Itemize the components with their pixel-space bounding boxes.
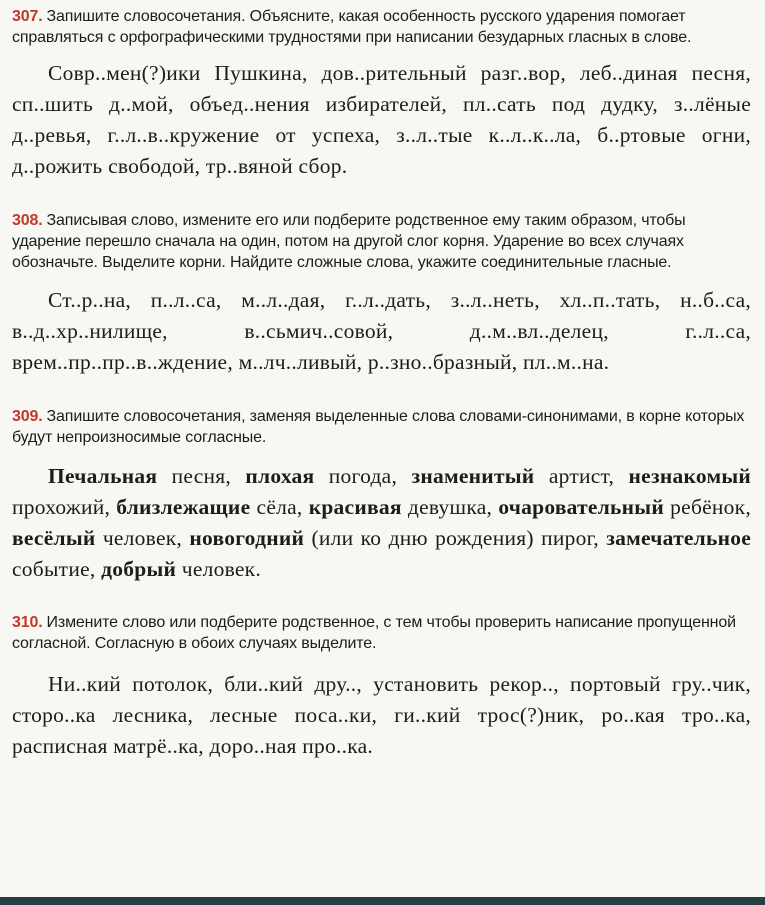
exercise-task [12,210,751,273]
highlighted-word: плохая [245,464,315,488]
plain-word: прохожий, [12,495,111,519]
plain-word: событие, [12,557,96,581]
exercise-number: 310. [12,614,43,631]
plain-word: ребёнок, [670,495,752,519]
highlighted-word: незнакомый [628,464,752,488]
plain-word: (или ко дню рождения) пирог, [311,526,599,550]
task-text: Записывая слово, измените его или подберите родственное ему таким образом, чтобы ударение перешло сначала на один, потом на другой слог корня. Ударение во всех случаях обозначьте. Выделите корни. Найдите сложные слова, укажите соединительные гласные. [12,212,686,271]
plain-word: человек. [181,557,261,581]
exercise-309 [12,406,751,585]
plain-word: погода, [328,464,398,488]
exercise-task [12,6,751,48]
exercise-body [12,461,751,585]
exercise-307 [12,6,751,182]
plain-word: девушка, [407,495,493,519]
exercise-310 [12,612,751,762]
plain-word: сёла, [256,495,303,519]
exercise-number: 309. [12,408,43,425]
task-text: Измените слово или подберите родственное, с тем чтобы проверить написание пропущенной согласной. Согласную в обоих случаях выделите. [12,614,736,652]
task-text: Запишите словосочетания, заменяя выделенные слова словами-синонимами, в корне которых будут непроизносимые согласные. [12,408,745,446]
exercise-number: 308. [12,212,43,229]
highlighted-word: красивая [308,495,402,519]
highlighted-word: Печальная [48,464,158,488]
exercise-body: Совр..мен(?)ики Пушкина, дов..рительный разг..вор, леб..диная песня, сп..шить д..мой, объед..нения избирателей, пл..сать под дудку, з..лёные д..ревья, г..л..в..кружение от успеха, з..л..тые к..л..к..ла, б..ртовые огни, д..рожить свободой, тр..вяной сбор. [12,61,751,178]
exercise-number: 307. [12,8,43,25]
plain-word: артист, [548,464,615,488]
highlighted-word: знаменитый [411,464,535,488]
exercise-task [12,406,751,448]
plain-word: песня, [171,464,232,488]
highlighted-word: близлежащие [116,495,251,519]
exercise-body: Ст..р..на, п..л..са, м..л..дая, г..л..дать, з..л..неть, хл..п..тать, н..б..са, в..д..хр..нилище, в..сьмич..совой, д..м..вл..делец, г..л..са, врем..пр..пр..в..ждение, м..лч..ливый, р..зно..бразный, пл..м..на. [12,288,751,374]
highlighted-word: новогодний [189,526,305,550]
task-text: Запишите словосочетания. Объясните, какая особенность русского ударения помогает справляться с орфографическими трудностями при написании безударных гласных в слове. [12,8,692,46]
exercise-task [12,612,751,654]
highlighted-word: очаровательный [498,495,664,519]
exercise-308 [12,210,751,378]
plain-word: человек, [102,526,183,550]
highlighted-word: весёлый [12,526,96,550]
highlighted-word: добрый [101,557,177,581]
exercise-body: Ни..кий потолок, бли..кий дру.., установить рекор.., портовый гру..чик, сторо..ка лесника, лесные поса..ки, ги..кий трос(?)ник, ро..кая тро..ка, расписная матрё..ка, доро..ная про..ка. [12,672,751,758]
highlighted-word: замечательное [606,526,752,550]
bottom-bar [0,897,765,905]
